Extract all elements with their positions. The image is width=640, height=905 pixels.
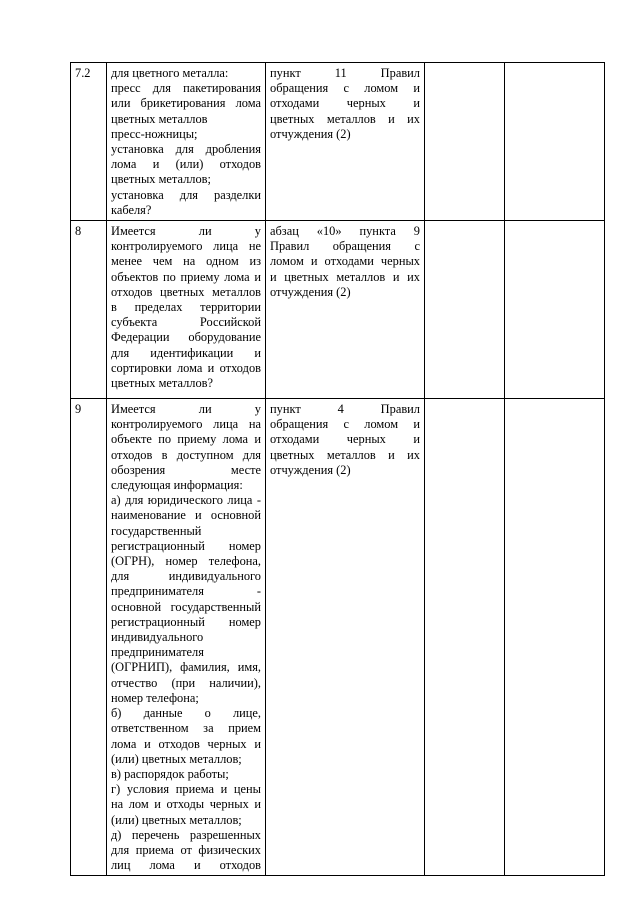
question-line: пресс для пакетирования — [111, 81, 261, 96]
question-line: а) для юридического лица - — [111, 493, 261, 508]
table-row — [71, 63, 605, 221]
empty-cell — [425, 63, 505, 221]
question-cell — [107, 63, 266, 221]
question-line: в пределах территории — [111, 300, 261, 315]
empty-cell — [425, 221, 505, 399]
question-line: основной государственный — [111, 599, 261, 614]
question-line: отчество (при наличии), — [111, 675, 261, 690]
question-line: для приема от физических — [111, 842, 261, 857]
legal-reference-cell — [266, 221, 425, 399]
question-line: для цветного металла: — [111, 66, 229, 80]
question-line: ответственном за прием — [111, 721, 261, 736]
question-line: (ОГРНИП), фамилия, имя, — [111, 660, 261, 675]
question-line: цветных металлов? — [111, 376, 213, 391]
question-line: пресс-ножницы; — [111, 126, 198, 141]
question-line: Имеется ли у — [111, 224, 261, 239]
question-line: Имеется ли у — [111, 402, 261, 417]
reference-line: пункт 4 Правил — [270, 402, 420, 417]
reference-line: обращения с ломом и — [270, 81, 420, 96]
empty-cell — [505, 221, 605, 399]
question-line: установка для разделки — [111, 187, 261, 202]
checklist-table — [70, 62, 605, 876]
reference-line: абзац «10» пункта 9 — [270, 224, 420, 239]
question-line: д) перечень разрешенных — [111, 827, 261, 842]
reference-line: отчуждения (2) — [270, 462, 351, 477]
question-line: контролируемого лица не — [111, 239, 261, 254]
question-line: объекте по приему лома и — [111, 432, 261, 447]
question-line: номер телефона; — [111, 690, 199, 705]
question-line: (или) цветных металлов; — [111, 751, 242, 766]
question-line: менее чем на одном из — [111, 254, 261, 269]
question-line: индивидуального — [111, 630, 204, 645]
question-line: цветных металлов — [111, 111, 208, 126]
empty-cell — [505, 399, 605, 876]
question-line: регистрационный номер — [111, 614, 261, 629]
row-number: 8 — [71, 221, 107, 399]
question-line: Федерации оборудование — [111, 330, 261, 345]
question-line: лома и отходов черных и — [111, 736, 261, 751]
question-line: отходов в доступном для — [111, 447, 261, 462]
question-line: следующая информация: — [111, 478, 243, 493]
question-line: субъекта Российской — [111, 315, 261, 330]
question-line: б) данные о лице, — [111, 706, 261, 721]
question-line: контролируемого лица на — [111, 417, 261, 432]
question-line: для идентификации и — [111, 345, 261, 360]
question-line: кабеля? — [111, 202, 152, 217]
question-line: отходов цветных металлов — [111, 284, 261, 299]
row-number: 9 — [71, 399, 107, 876]
question-line: на лом и отходы черных и — [111, 797, 261, 812]
question-line: обозрения месте — [111, 462, 261, 477]
table-row — [71, 399, 605, 876]
reference-line: отходами черных и — [270, 96, 420, 111]
question-line: наименование и основной — [111, 508, 261, 523]
question-line: объектов по приему лома и — [111, 269, 261, 284]
reference-line: и цветных металлов и их — [270, 269, 420, 284]
question-line: (или) цветных металлов; — [111, 812, 242, 827]
reference-line: отчуждения (2) — [270, 284, 351, 299]
question-line: лома и (или) отходов — [111, 157, 261, 172]
legal-reference-cell — [266, 399, 425, 876]
question-line: предпринимателя — [111, 645, 204, 660]
question-line: г) условия приема и цены — [111, 782, 261, 797]
row-number: 7.2 — [71, 63, 107, 221]
empty-cell — [505, 63, 605, 221]
question-line: регистрационный номер — [111, 538, 261, 553]
question-line: цветных металлов; — [111, 172, 211, 187]
question-line: лиц лома и отходов — [111, 858, 261, 873]
question-cell — [107, 221, 266, 399]
reference-line: отчуждения (2) — [270, 126, 351, 141]
reference-line: Правил обращения с — [270, 239, 420, 254]
reference-line: цветных металлов и их — [270, 111, 420, 126]
question-line: или брикетирования лома — [111, 96, 261, 111]
reference-line: цветных металлов и их — [270, 447, 420, 462]
legal-reference-cell — [266, 63, 425, 221]
question-line: для индивидуального — [111, 569, 261, 584]
question-line: государственный — [111, 523, 202, 538]
question-line: сортировки лома и отходов — [111, 360, 261, 375]
empty-cell — [425, 399, 505, 876]
reference-line: ломом и отходами черных — [270, 254, 420, 269]
reference-line: отходами черных и — [270, 432, 420, 447]
question-line: предпринимателя - — [111, 584, 261, 599]
question-line: (ОГРН), номер телефона, — [111, 554, 261, 569]
question-line: в) распорядок работы; — [111, 766, 229, 781]
reference-line: обращения с ломом и — [270, 417, 420, 432]
question-cell — [107, 399, 266, 876]
table-row — [71, 221, 605, 399]
reference-line: пункт 11 Правил — [270, 66, 420, 80]
question-line: установка для дробления — [111, 142, 261, 157]
